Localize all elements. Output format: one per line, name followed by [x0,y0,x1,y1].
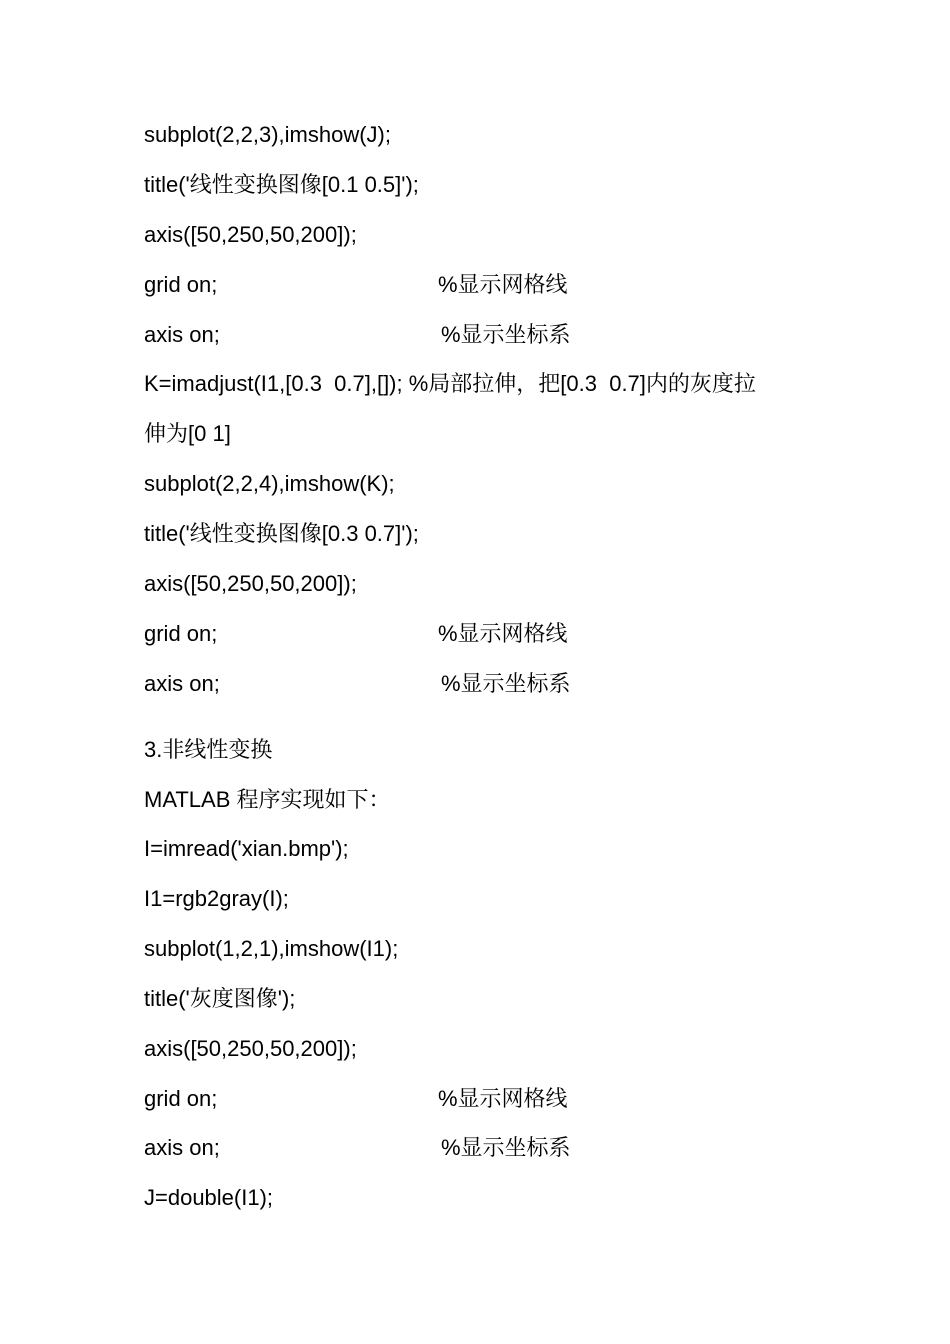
code-line: grid on; [144,272,218,297]
code-line: grid on; [144,1086,218,1111]
code-line: grid on; [144,621,218,646]
code-line: axis([50,250,50,200]); [144,1036,357,1061]
code-line: title('灰度图像'); [144,986,296,1011]
code-comment: %显示坐标系 [441,322,571,347]
code-comment: %显示坐标系 [441,671,571,696]
code-line: 伸为[0 1] [144,421,231,446]
code-line: J=double(I1); [144,1185,274,1210]
code-comment: %显示网格线 [438,1086,568,1111]
code-line: title('线性变换图像[0.3 0.7]'); [144,521,419,546]
code-line: title('线性变换图像[0.1 0.5]'); [144,172,419,197]
code-line: subplot(1,2,1),imshow(I1); [144,936,399,961]
code-line: K=imadjust(I1,[0.3 0.7],[]); %局部拉伸，把[0.3 0.7]内的灰度拉 [144,371,756,396]
code-line: axis([50,250,50,200]); [144,222,357,247]
code-line: axis on; [144,322,220,347]
code-line: I1=rgb2gray(I); [144,886,289,911]
paragraph: MATLAB 程序实现如下： [144,787,391,812]
code-line: subplot(2,2,4),imshow(K); [144,471,395,496]
code-line: axis([50,250,50,200]); [144,571,357,596]
code-line: axis on; [144,671,220,696]
code-line: subplot(2,2,3),imshow(J); [144,122,391,147]
code-line: I=imread('xian.bmp'); [144,836,349,861]
code-comment: %显示网格线 [438,621,568,646]
section-heading: 3.非线性变换 [144,737,273,762]
code-comment: %显示网格线 [438,272,568,297]
code-line: axis on; [144,1135,220,1160]
code-comment: %显示坐标系 [441,1135,571,1160]
